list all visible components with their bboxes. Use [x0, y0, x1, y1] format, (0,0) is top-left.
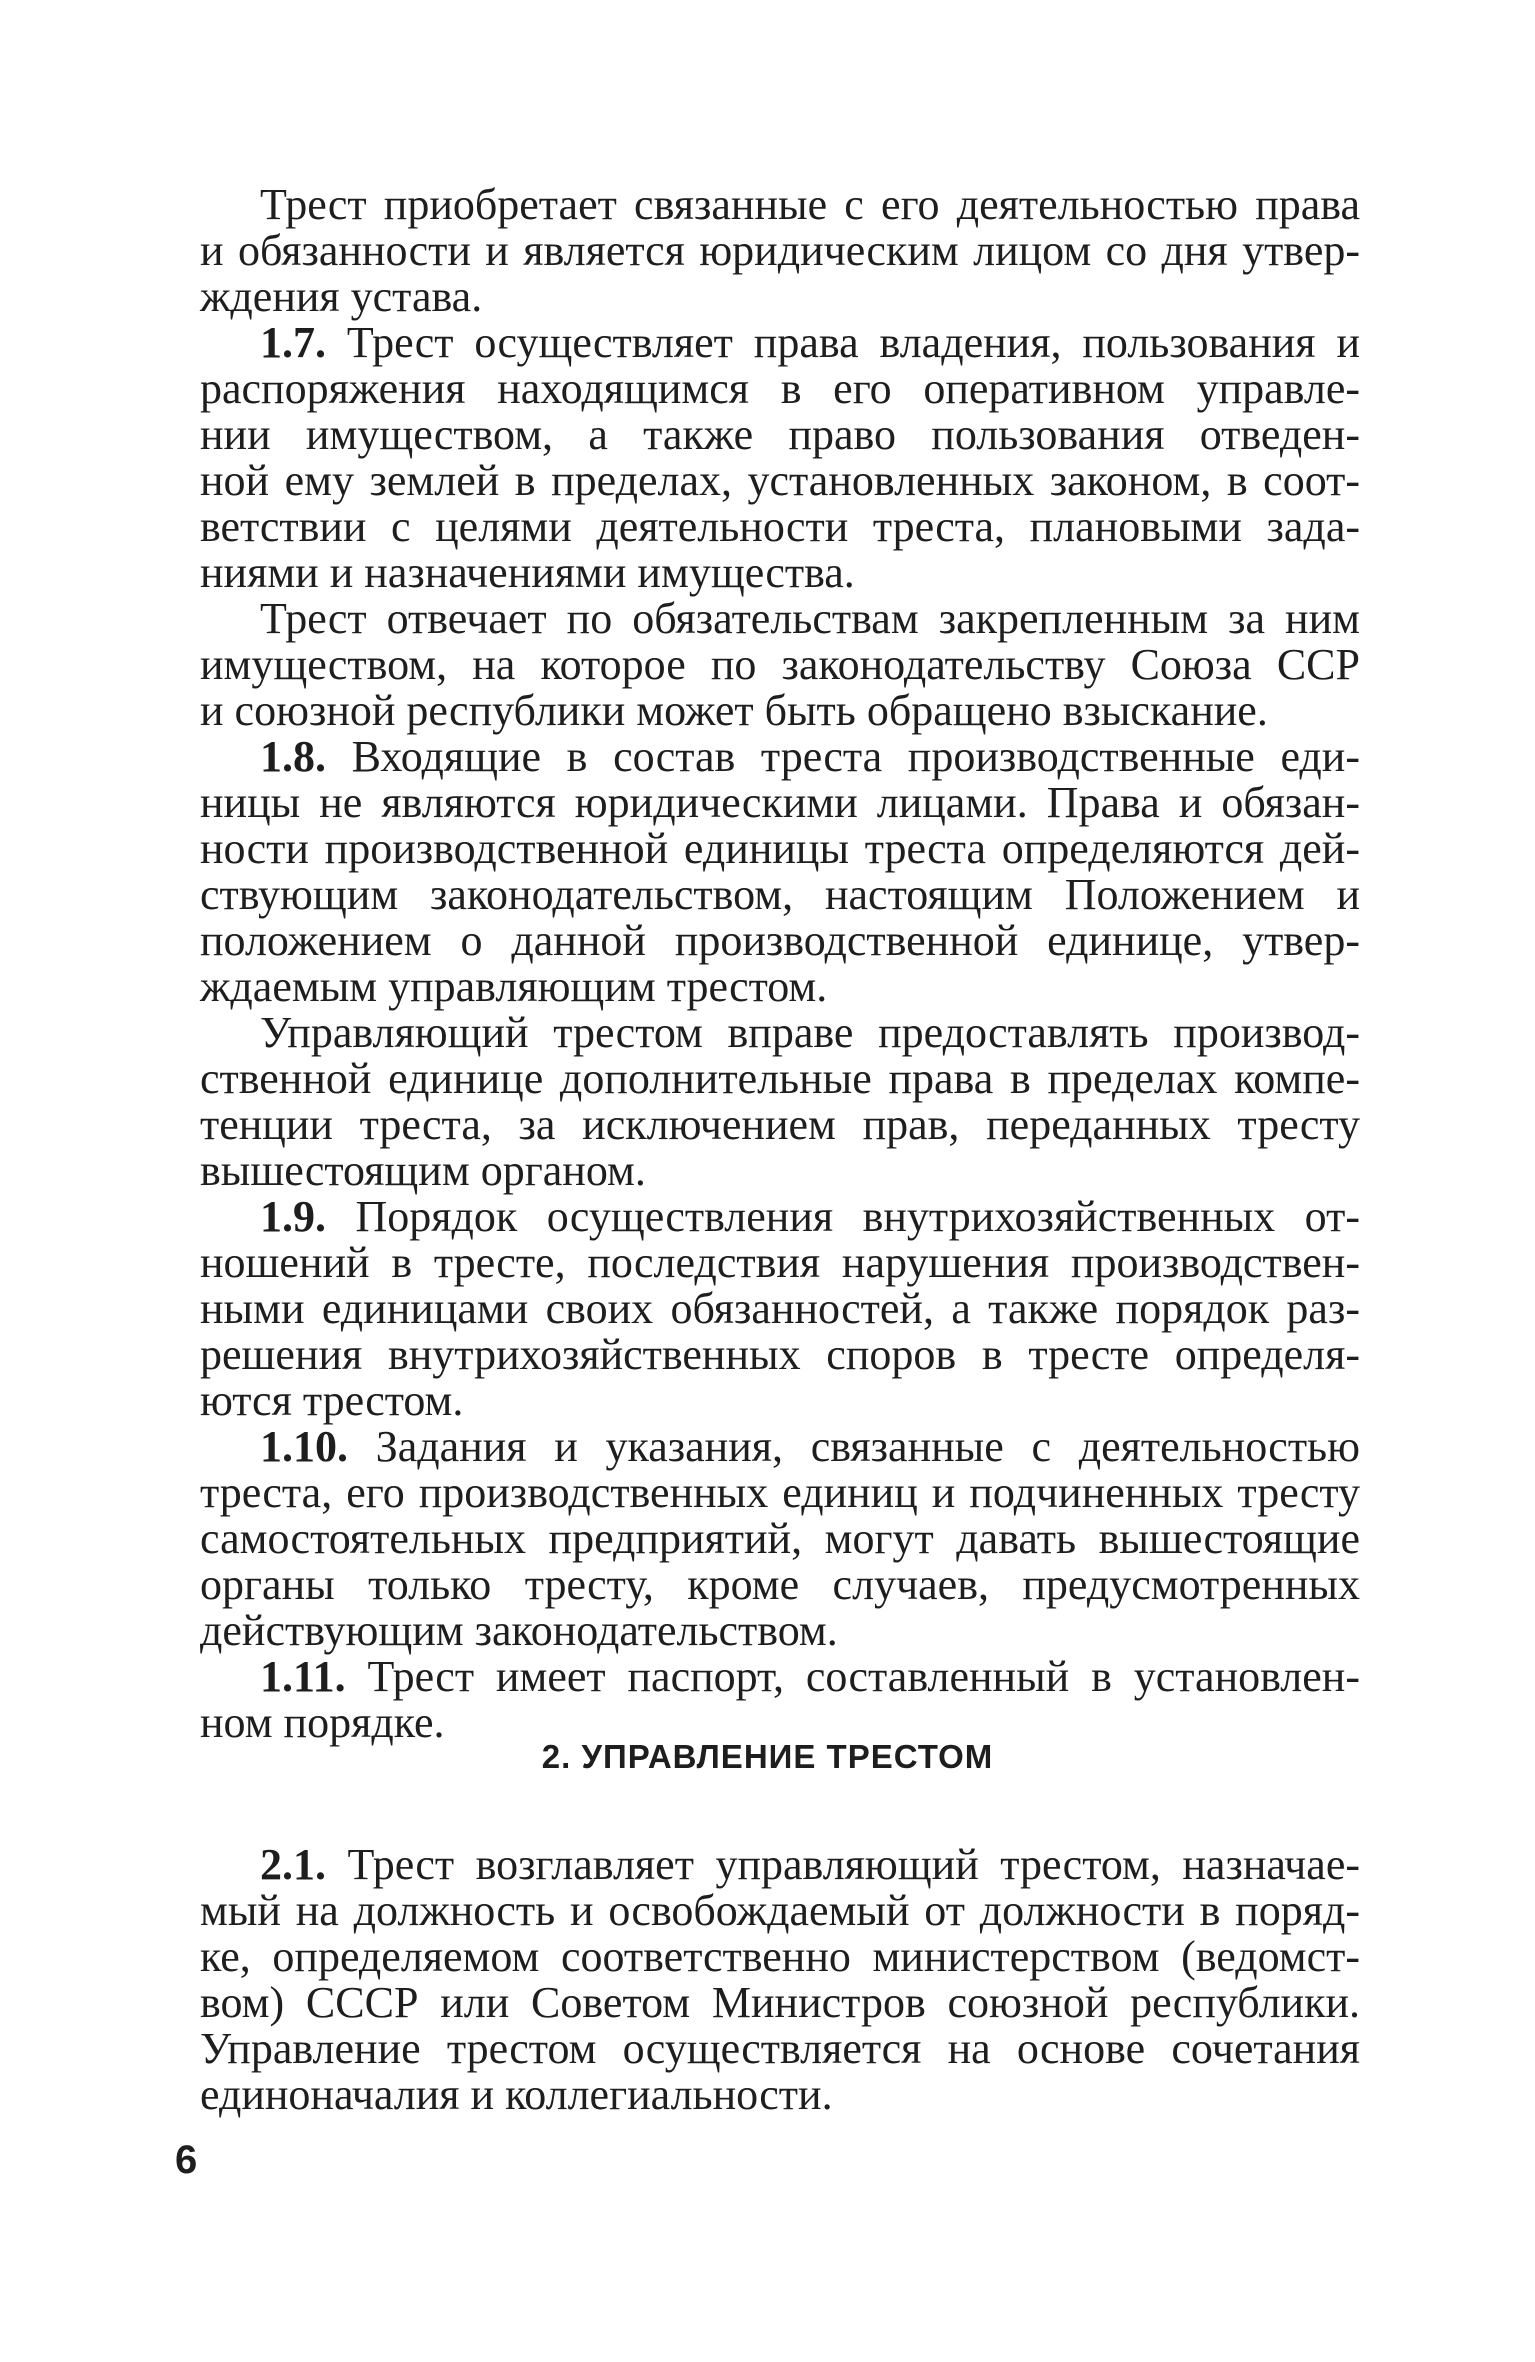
- text-line: тенции треста, за исключением прав, переданных тресту: [200, 1100, 1360, 1149]
- text-line: ственной единице дополнительные права в пределах компе-: [200, 1054, 1360, 1103]
- clause-number: 1.10.: [260, 1422, 348, 1471]
- clause-number: 1.9.: [260, 1192, 326, 1241]
- text-line: и обязанности и является юридическим лицом со дня утвер-: [200, 226, 1360, 275]
- text-line: ном порядке.: [200, 1698, 445, 1747]
- text-line: единоначалия и коллегиальности.: [200, 2070, 833, 2119]
- text-line: Управление трестом осуществляется на основе сочетания: [200, 2024, 1360, 2073]
- clause-number: 1.7.: [260, 318, 326, 367]
- body-text-section-2: [200, 1842, 1360, 2118]
- text-line: [200, 320, 1360, 366]
- text-line: ницы не являются юридическими лицами. Права и обязан-: [200, 778, 1360, 827]
- text-line: ветствии с целями деятельности треста, плановыми зада-: [200, 502, 1360, 551]
- text-line: положением о данной производственной единице, утвер-: [200, 916, 1360, 965]
- clause-text: Порядок осуществления внутрихозяйственных от-: [326, 1192, 1360, 1241]
- text-line: ке, определяемом соответственно министерством (ведомст-: [200, 1932, 1360, 1981]
- text-line: [200, 1424, 1360, 1470]
- text-line: ности производственной единицы треста определяются дей-: [200, 824, 1360, 873]
- text-line: имуществом, на которое по законодательству Союза ССР: [200, 640, 1360, 689]
- text-line: [200, 1654, 1360, 1700]
- clause-text: Входящие в состав треста производственные еди-: [326, 732, 1360, 781]
- text-line: Трест отвечает по обязательствам закрепленным за ним: [260, 594, 1360, 643]
- text-line: ниями и назначениями имущества.: [200, 548, 855, 597]
- text-line: Трест приобретает связанные с его деятельностью права: [260, 180, 1360, 229]
- text-line: нии имуществом, а также право пользования отведен-: [200, 410, 1360, 459]
- text-line: ными единицами своих обязанностей, а также порядок раз-: [200, 1284, 1360, 1333]
- text-line: самостоятельных предприятий, могут давать вышестоящие: [200, 1514, 1360, 1563]
- text-line: [200, 734, 1360, 780]
- text-line: ствующим законодательством, настоящим Положением и: [200, 870, 1360, 919]
- clause-number: 1.8.: [260, 732, 326, 781]
- text-line: [200, 1194, 1360, 1240]
- text-line: треста, его производственных единиц и подчиненных тресту: [200, 1468, 1360, 1517]
- clause-text: Трест возглавляет управляющий трестом, назначае-: [326, 1840, 1360, 1889]
- page-number: 6: [175, 2138, 198, 2182]
- text-line: действующим законодательством.: [200, 1606, 838, 1655]
- body-text-section-1: [200, 182, 1360, 1746]
- text-line: вышестоящим органом.: [200, 1146, 646, 1195]
- text-line: органы только тресту, кроме случаев, предусмотренных: [200, 1560, 1360, 1609]
- text-line: и союзной республики может быть обращено взыскание.: [200, 686, 1268, 735]
- text-line: ждаемым управляющим трестом.: [200, 962, 828, 1011]
- text-line: мый на должность и освобождаемый от должности в поряд-: [200, 1886, 1360, 1935]
- clause-text: Задания и указания, связанные с деятельностью: [348, 1422, 1360, 1471]
- text-line: распоряжения находящимся в его оперативном управле-: [200, 364, 1360, 413]
- clause-text: Трест осуществляет права владения, пользования и: [326, 318, 1360, 367]
- clause-text: Трест имеет паспорт, составленный в установлен-: [345, 1652, 1360, 1701]
- text-line: [200, 1842, 1360, 1888]
- text-line: ной ему землей в пределах, установленных законом, в соот-: [200, 456, 1360, 505]
- clause-number: 2.1.: [260, 1840, 326, 1889]
- text-line: ются трестом.: [200, 1376, 464, 1425]
- text-line: Управляющий трестом вправе предоставлять производ-: [260, 1008, 1360, 1057]
- text-line: вом) СССР или Советом Министров союзной республики.: [200, 1978, 1360, 2027]
- clause-number: 1.11.: [260, 1652, 346, 1701]
- text-line: ждения устава.: [200, 272, 483, 321]
- section-heading: 2. УПРАВЛЕНИЕ ТРЕСТОМ: [541, 1738, 994, 1775]
- text-line: решения внутрихозяйственных споров в тресте определя-: [200, 1330, 1360, 1379]
- text-line: ношений в тресте, последствия нарушения производствен-: [200, 1238, 1360, 1287]
